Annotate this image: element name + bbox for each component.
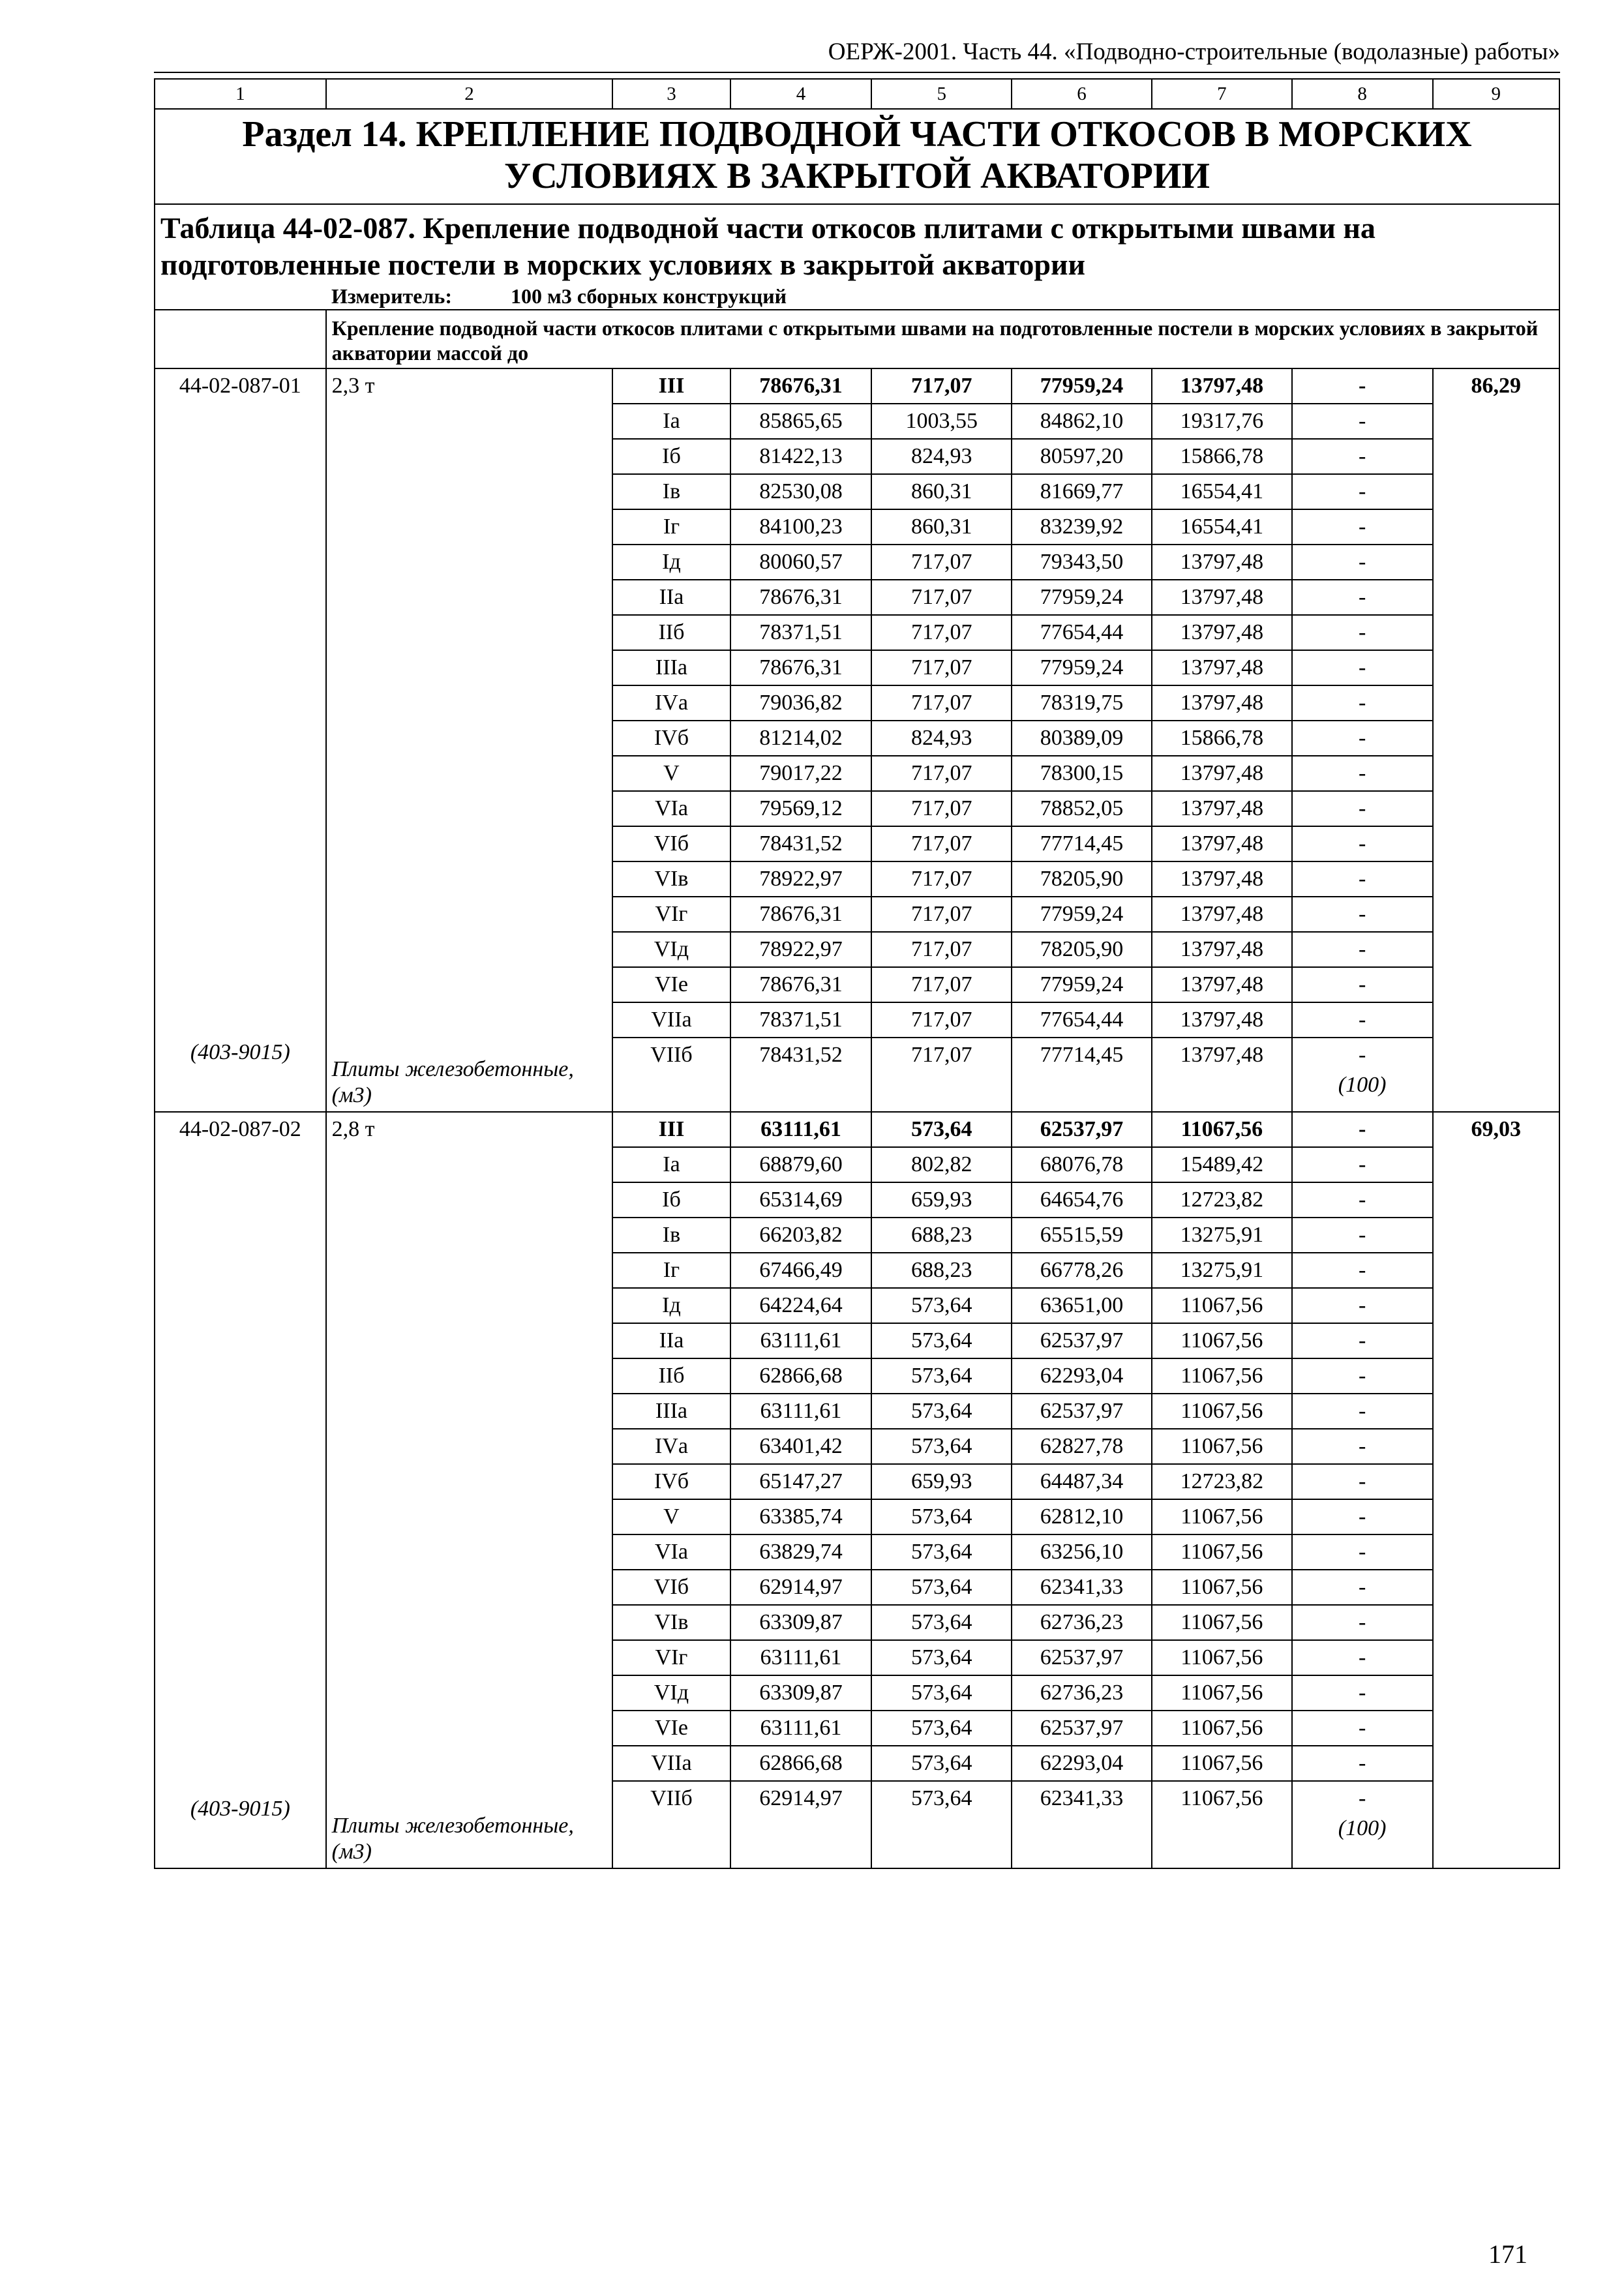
operator-wage-value: 13797,48 (1152, 651, 1291, 686)
operator-wage-value: 13797,48 (1152, 686, 1291, 721)
total-cost-value: 79569,12 (731, 792, 871, 827)
materials-cost-value: - (1293, 580, 1432, 616)
column-number: 6 (1012, 79, 1152, 109)
labor-cost-value: 717,07 (872, 1003, 1011, 1038)
machine-cost-cell (1012, 368, 1152, 1112)
labor-cost-value: 573,64 (872, 1289, 1011, 1324)
labor-cost-value: 717,07 (872, 897, 1011, 933)
total-cost-value: 63111,61 (731, 1394, 871, 1429)
table-title-line: Таблица 44-02-087. Крепление подводной части откосов плитами с открытыми швами на (160, 211, 1376, 245)
machine-cost-value: 68076,78 (1012, 1148, 1151, 1183)
machine-cost-value: 84862,10 (1012, 404, 1151, 440)
machine-cost-value: 77959,24 (1012, 968, 1151, 1003)
zone-value: Iг (613, 510, 729, 545)
total-cost-cell (730, 368, 872, 1112)
materials-cost-value: - (1293, 1183, 1432, 1218)
total-cost-value: 78431,52 (731, 827, 871, 862)
operator-wage-value: 13797,48 (1152, 827, 1291, 862)
mass-cell (326, 1112, 613, 1868)
operator-wage-value: 11067,56 (1152, 1394, 1291, 1429)
total-cost-value: 78676,31 (731, 369, 871, 404)
zone-value: Iв (613, 1218, 729, 1253)
column-number: 4 (730, 79, 872, 109)
machine-cost-value: 77959,24 (1012, 651, 1151, 686)
rate-code: 44-02-087-01 (179, 374, 301, 398)
materials-cost-value: - (1293, 1465, 1432, 1500)
operator-wage-cell (1152, 1112, 1292, 1868)
operator-wage-value: 13797,48 (1152, 968, 1291, 1003)
total-cost-value: 63401,42 (731, 1429, 871, 1465)
materials-cost-value: - (1293, 721, 1432, 756)
zone-value: VIд (613, 933, 729, 968)
labor-total-cell (1433, 368, 1560, 1112)
zone-value: VIа (613, 792, 729, 827)
materials-cost-value: - (1293, 792, 1432, 827)
machine-cost-value: 80597,20 (1012, 440, 1151, 475)
zone-value: Iд (613, 1289, 729, 1324)
resource-quantity: (100) (1338, 1073, 1387, 1097)
zone-value: VIе (613, 1711, 729, 1746)
labor-cost-value: 717,07 (872, 369, 1011, 404)
rates-table (154, 78, 1560, 1869)
machine-cost-value: 62341,33 (1040, 1786, 1124, 1810)
operator-wage-value: 11067,56 (1152, 1606, 1291, 1641)
column-number: 5 (871, 79, 1012, 109)
zone-value: IIа (613, 1324, 729, 1359)
column-number: 1 (155, 79, 326, 109)
total-cost-cell (730, 1112, 872, 1868)
materials-cost-value: - (1293, 1218, 1432, 1253)
machine-cost-cell (1012, 1112, 1152, 1868)
materials-cost-value: - (1293, 510, 1432, 545)
operator-wage-value: 11067,56 (1152, 1359, 1291, 1394)
materials-cost-value: - (1293, 1641, 1432, 1676)
labor-cost-value: 717,07 (872, 862, 1011, 897)
column-number: 3 (612, 79, 730, 109)
labor-cost-value: 717,07 (872, 968, 1011, 1003)
labor-cost-value: 659,93 (872, 1465, 1011, 1500)
total-cost-value: 80060,57 (731, 545, 871, 580)
operator-wage-value: 15489,42 (1152, 1148, 1291, 1183)
machine-cost-value: 62537,97 (1012, 1324, 1151, 1359)
machine-cost-value: 62293,04 (1012, 1746, 1151, 1782)
operator-wage-value: 11067,56 (1152, 1746, 1291, 1782)
operator-wage-value: 16554,41 (1152, 510, 1291, 545)
materials-cost-value: - (1293, 1253, 1432, 1289)
total-cost-value: 78922,97 (731, 933, 871, 968)
zone-value: VIIа (613, 1746, 729, 1782)
total-cost-value: 67466,49 (731, 1253, 871, 1289)
description-row (155, 310, 1559, 368)
zone-cell (612, 368, 730, 1112)
materials-cost-cell (1292, 1112, 1433, 1868)
total-cost-value: 79036,82 (731, 686, 871, 721)
labor-cost-value: 573,64 (872, 1429, 1011, 1465)
total-cost-value: 63829,74 (731, 1535, 871, 1570)
zone-value: VIIб (650, 1786, 693, 1810)
materials-cost-value: - (1293, 1500, 1432, 1535)
machine-cost-value: 62341,33 (1012, 1570, 1151, 1606)
resource-code: (403-9015) (190, 1797, 290, 1821)
zone-value: Iб (613, 440, 729, 475)
total-cost-value: 63309,87 (731, 1676, 871, 1711)
operator-wage-value: 13797,48 (1152, 580, 1291, 616)
mass-cell (326, 368, 613, 1112)
operator-wage-value: 11067,56 (1152, 1289, 1291, 1324)
labor-cost-value: 802,82 (872, 1148, 1011, 1183)
machine-cost-value: 77714,45 (1040, 1043, 1124, 1067)
zone-value: Iа (613, 404, 729, 440)
labor-cost-value: 717,07 (911, 1043, 972, 1067)
total-cost-value: 78676,31 (731, 897, 871, 933)
table-title-line: подготовленные постели в морских условиях в закрытой акватории (160, 248, 1086, 281)
materials-cost-value: - (1293, 1711, 1432, 1746)
zone-value: IIIа (613, 1394, 729, 1429)
machine-cost-value: 80389,09 (1012, 721, 1151, 756)
total-cost-value: 78676,31 (731, 580, 871, 616)
total-cost-value: 82530,08 (731, 475, 871, 510)
total-cost-value: 78676,31 (731, 968, 871, 1003)
zone-value: VIIб (650, 1043, 693, 1067)
labor-cost-value: 717,07 (872, 686, 1011, 721)
zone-value: III (613, 1113, 729, 1148)
labor-cost-cell (871, 368, 1012, 1112)
machine-cost-value: 65515,59 (1012, 1218, 1151, 1253)
section-title (155, 109, 1559, 204)
labor-cost-value: 717,07 (872, 580, 1011, 616)
labor-cost-value: 573,64 (872, 1500, 1011, 1535)
total-cost-value: 62914,97 (731, 1570, 871, 1606)
operator-wage-value: 19317,76 (1152, 404, 1291, 440)
machine-cost-value: 62827,78 (1012, 1429, 1151, 1465)
operator-wage-value: 11067,56 (1152, 1641, 1291, 1676)
machine-cost-value: 62537,97 (1012, 1113, 1151, 1148)
zone-value: VIд (613, 1676, 729, 1711)
machine-cost-value: 62812,10 (1012, 1500, 1151, 1535)
labor-cost-value: 824,93 (872, 440, 1011, 475)
materials-cost-value: - (1293, 1429, 1432, 1465)
column-number-row (155, 79, 1559, 109)
labor-cost-value: 573,64 (872, 1746, 1011, 1782)
total-cost-value: 78371,51 (731, 1003, 871, 1038)
materials-cost-value: - (1358, 1786, 1366, 1810)
total-cost-value: 78371,51 (731, 616, 871, 651)
machine-cost-value: 62537,97 (1012, 1711, 1151, 1746)
total-cost-value: 85865,65 (731, 404, 871, 440)
operator-wage-value: 11067,56 (1180, 1786, 1263, 1810)
resource-name: Плиты железобетонные, (м3) (331, 1057, 574, 1107)
zone-value: VIв (613, 862, 729, 897)
machine-cost-value: 66778,26 (1012, 1253, 1151, 1289)
labor-total-cell (1433, 1112, 1560, 1868)
zone-value: Iг (613, 1253, 729, 1289)
total-cost-value: 62866,68 (731, 1746, 871, 1782)
operator-wage-value: 13797,48 (1152, 1003, 1291, 1038)
materials-cost-value: - (1293, 933, 1432, 968)
resource-code: (403-9015) (190, 1040, 290, 1064)
machine-cost-value: 78205,90 (1012, 862, 1151, 897)
labor-cost-value: 860,31 (872, 510, 1011, 545)
zone-value: V (613, 1500, 729, 1535)
materials-cost-cell (1292, 368, 1433, 1112)
total-cost-value: 79017,22 (731, 756, 871, 792)
materials-cost-value: - (1293, 369, 1432, 404)
machine-cost-value: 77959,24 (1012, 580, 1151, 616)
operator-wage-value: 12723,82 (1152, 1465, 1291, 1500)
labor-cost-value: 573,64 (872, 1324, 1011, 1359)
materials-cost-value: - (1293, 1359, 1432, 1394)
total-cost-value: 63385,74 (731, 1500, 871, 1535)
operator-wage-value: 16554,41 (1152, 475, 1291, 510)
materials-cost-value: - (1293, 1003, 1432, 1038)
labor-cost-value: 717,07 (872, 616, 1011, 651)
section-title-line: Раздел 14. КРЕПЛЕНИЕ ПОДВОДНОЙ ЧАСТИ ОТКОСОВ В МОРСКИХ (242, 114, 1472, 155)
mass-value: 2,8 т (331, 1117, 375, 1141)
operator-wage-value: 13797,48 (1152, 933, 1291, 968)
machine-cost-value: 62293,04 (1012, 1359, 1151, 1394)
machine-cost-value: 77959,24 (1012, 897, 1151, 933)
machine-cost-value: 64654,76 (1012, 1183, 1151, 1218)
operator-wage-value: 11067,56 (1152, 1676, 1291, 1711)
labor-cost-value: 573,64 (872, 1359, 1011, 1394)
section-title-line: УСЛОВИЯХ В ЗАКРЫТОЙ АКВАТОРИИ (504, 156, 1210, 196)
operator-wage-value: 13797,48 (1152, 545, 1291, 580)
labor-cost-value: 860,31 (872, 475, 1011, 510)
materials-cost-value: - (1293, 1148, 1432, 1183)
rate-entry-row (155, 1112, 1559, 1868)
rate-code-cell (155, 1112, 326, 1868)
operator-wage-value: 13797,48 (1152, 616, 1291, 651)
materials-cost-value: - (1293, 1289, 1432, 1324)
zone-value: V (613, 756, 729, 792)
running-header: ОЕРЖ-2001. Часть 44. «Подводно-строительные (водолазные) работы» (828, 38, 1560, 65)
total-cost-value: 66203,82 (731, 1218, 871, 1253)
work-description: Крепление подводной части откосов плитами с открытыми швами на подготовленные постели в морских условиях в закрытой акватории массой до (326, 310, 1559, 368)
materials-cost-value: - (1293, 862, 1432, 897)
operator-wage-value: 13797,48 (1152, 792, 1291, 827)
machine-cost-value: 62736,23 (1012, 1606, 1151, 1641)
table-title-row (155, 204, 1559, 310)
operator-wage-value: 12723,82 (1152, 1183, 1291, 1218)
rate-entry-row (155, 368, 1559, 1112)
zone-value: IVб (613, 721, 729, 756)
operator-wage-value: 11067,56 (1152, 1570, 1291, 1606)
zone-value: VIг (613, 897, 729, 933)
materials-cost-value: - (1293, 440, 1432, 475)
resource-quantity: (100) (1338, 1816, 1387, 1840)
materials-cost-value: - (1293, 968, 1432, 1003)
operator-wage-cell (1152, 368, 1292, 1112)
labor-cost-value: 573,64 (872, 1606, 1011, 1641)
total-cost-value: 81422,13 (731, 440, 871, 475)
labor-total: 69,03 (1471, 1117, 1521, 1141)
machine-cost-value: 78205,90 (1012, 933, 1151, 968)
zone-value: IVа (613, 1429, 729, 1465)
machine-cost-value: 62537,97 (1012, 1641, 1151, 1676)
operator-wage-value: 11067,56 (1152, 1500, 1291, 1535)
total-cost-value: 84100,23 (731, 510, 871, 545)
total-cost-value: 65314,69 (731, 1183, 871, 1218)
materials-cost-value: - (1293, 1394, 1432, 1429)
total-cost-value: 62866,68 (731, 1359, 871, 1394)
zone-value: VIIа (613, 1003, 729, 1038)
mass-value: 2,3 т (331, 374, 375, 398)
zone-value: IIа (613, 580, 729, 616)
labor-cost-value: 659,93 (872, 1183, 1011, 1218)
operator-wage-value: 15866,78 (1152, 440, 1291, 475)
operator-wage-value: 11067,56 (1152, 1429, 1291, 1465)
operator-wage-value: 13797,48 (1152, 862, 1291, 897)
labor-cost-value: 573,64 (872, 1641, 1011, 1676)
materials-cost-value: - (1293, 1570, 1432, 1606)
labor-cost-cell (871, 1112, 1012, 1868)
machine-cost-value: 64487,34 (1012, 1465, 1151, 1500)
materials-cost-value: - (1358, 1043, 1366, 1067)
meter-line (160, 283, 1559, 309)
labor-cost-value: 573,64 (872, 1676, 1011, 1711)
machine-cost-value: 63256,10 (1012, 1535, 1151, 1570)
zone-value: Iв (613, 475, 729, 510)
total-cost-value: 65147,27 (731, 1465, 871, 1500)
labor-cost-value: 573,64 (872, 1113, 1011, 1148)
labor-cost-value: 717,07 (872, 756, 1011, 792)
column-number: 8 (1292, 79, 1433, 109)
zone-value: Iб (613, 1183, 729, 1218)
materials-cost-value: - (1293, 1324, 1432, 1359)
total-cost-value: 63111,61 (731, 1113, 871, 1148)
machine-cost-value: 78319,75 (1012, 686, 1151, 721)
column-number: 9 (1433, 79, 1560, 109)
total-cost-value: 68879,60 (731, 1148, 871, 1183)
total-cost-value: 63111,61 (731, 1711, 871, 1746)
section-title-row (155, 109, 1559, 204)
total-cost-value: 64224,64 (731, 1289, 871, 1324)
labor-cost-value: 573,64 (911, 1786, 972, 1810)
materials-cost-value: - (1293, 475, 1432, 510)
materials-cost-value: - (1293, 756, 1432, 792)
total-cost-value: 78676,31 (731, 651, 871, 686)
machine-cost-value: 62537,97 (1012, 1394, 1151, 1429)
zone-value: IIб (613, 1359, 729, 1394)
labor-cost-value: 717,07 (872, 933, 1011, 968)
machine-cost-value: 77714,45 (1012, 827, 1151, 862)
labor-cost-value: 717,07 (872, 792, 1011, 827)
materials-cost-value: - (1293, 1535, 1432, 1570)
materials-cost-value: - (1293, 897, 1432, 933)
materials-cost-value: - (1293, 651, 1432, 686)
table-title (155, 204, 1559, 310)
machine-cost-value: 77959,24 (1012, 369, 1151, 404)
labor-cost-value: 688,23 (872, 1218, 1011, 1253)
labor-cost-value: 573,64 (872, 1394, 1011, 1429)
machine-cost-value: 81669,77 (1012, 475, 1151, 510)
materials-cost-value: - (1293, 686, 1432, 721)
zone-value: III (613, 369, 729, 404)
machine-cost-value: 63651,00 (1012, 1289, 1151, 1324)
labor-cost-value: 573,64 (872, 1570, 1011, 1606)
materials-cost-value: - (1293, 545, 1432, 580)
materials-cost-value: - (1293, 1606, 1432, 1641)
total-cost-value: 63111,61 (731, 1324, 871, 1359)
rate-code: 44-02-087-02 (179, 1117, 301, 1141)
operator-wage-value: 11067,56 (1152, 1324, 1291, 1359)
zone-value: Iа (613, 1148, 729, 1183)
machine-cost-value: 83239,92 (1012, 510, 1151, 545)
materials-cost-value: - (1293, 1113, 1432, 1148)
materials-cost-value: - (1293, 1676, 1432, 1711)
labor-cost-value: 824,93 (872, 721, 1011, 756)
machine-cost-value: 77654,44 (1012, 1003, 1151, 1038)
total-cost-value: 62914,97 (759, 1786, 843, 1810)
zone-value: VIе (613, 968, 729, 1003)
operator-wage-value: 13275,91 (1152, 1218, 1291, 1253)
labor-total: 86,29 (1471, 374, 1521, 398)
total-cost-value: 63111,61 (731, 1641, 871, 1676)
labor-cost-value: 1003,55 (872, 404, 1011, 440)
resource-name: Плиты железобетонные, (м3) (331, 1814, 574, 1864)
page-number: 171 (1488, 2239, 1527, 2269)
header-rule (154, 72, 1560, 73)
zone-value: Iд (613, 545, 729, 580)
materials-cost-value: - (1293, 827, 1432, 862)
operator-wage-value: 11067,56 (1152, 1535, 1291, 1570)
machine-cost-value: 79343,50 (1012, 545, 1151, 580)
operator-wage-value: 13797,48 (1152, 897, 1291, 933)
zone-value: VIб (613, 827, 729, 862)
operator-wage-value: 13275,91 (1152, 1253, 1291, 1289)
labor-cost-value: 717,07 (872, 827, 1011, 862)
operator-wage-value: 13797,48 (1152, 369, 1291, 404)
machine-cost-value: 62736,23 (1012, 1676, 1151, 1711)
zone-value: IVб (613, 1465, 729, 1500)
operator-wage-value: 13797,48 (1152, 756, 1291, 792)
labor-cost-value: 688,23 (872, 1253, 1011, 1289)
labor-cost-value: 573,64 (872, 1711, 1011, 1746)
zone-value: IIб (613, 616, 729, 651)
machine-cost-value: 77654,44 (1012, 616, 1151, 651)
operator-wage-value: 11067,56 (1152, 1711, 1291, 1746)
total-cost-value: 63309,87 (731, 1606, 871, 1641)
zone-value: VIв (613, 1606, 729, 1641)
zone-value: VIа (613, 1535, 729, 1570)
labor-cost-value: 573,64 (872, 1535, 1011, 1570)
column-number: 7 (1152, 79, 1292, 109)
operator-wage-value: 11067,56 (1152, 1113, 1291, 1148)
operator-wage-value: 15866,78 (1152, 721, 1291, 756)
meter-value: 100 м3 сборных конструкций (510, 284, 787, 308)
zone-value: VIб (613, 1570, 729, 1606)
materials-cost-value: - (1293, 616, 1432, 651)
total-cost-value: 78922,97 (731, 862, 871, 897)
total-cost-value: 78431,52 (759, 1043, 843, 1067)
labor-cost-value: 717,07 (872, 545, 1011, 580)
zone-cell (612, 1112, 730, 1868)
machine-cost-value: 78852,05 (1012, 792, 1151, 827)
rate-code-cell (155, 368, 326, 1112)
operator-wage-value: 13797,48 (1180, 1043, 1264, 1067)
zone-value: IVа (613, 686, 729, 721)
materials-cost-value: - (1293, 1746, 1432, 1782)
machine-cost-value: 78300,15 (1012, 756, 1151, 792)
total-cost-value: 81214,02 (731, 721, 871, 756)
column-number: 2 (326, 79, 613, 109)
meter-label: Измеритель: (331, 284, 452, 308)
labor-cost-value: 717,07 (872, 651, 1011, 686)
materials-cost-value: - (1293, 404, 1432, 440)
zone-value: IIIа (613, 651, 729, 686)
zone-value: VIг (613, 1641, 729, 1676)
